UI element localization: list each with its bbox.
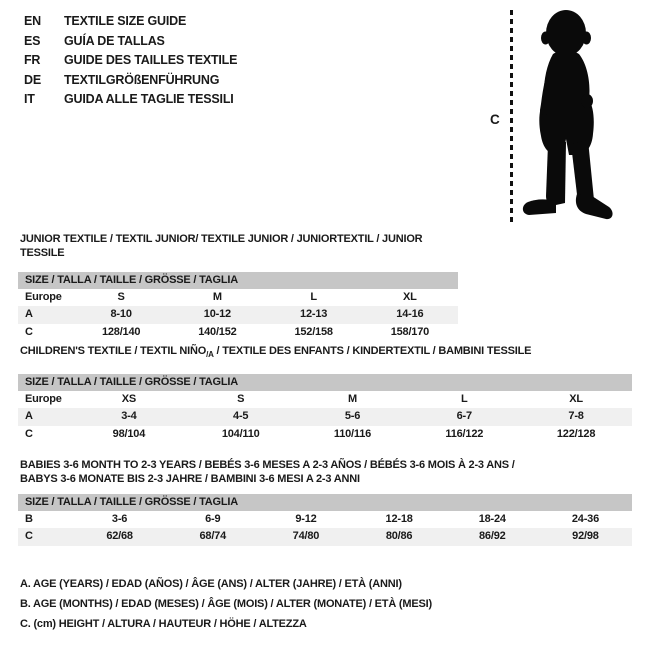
table-cell: 158/170 <box>390 325 430 338</box>
table-cell: L <box>310 291 317 303</box>
table-cell: S <box>237 393 245 406</box>
table-cell: 24-36 <box>571 513 600 525</box>
table-header-bar: SIZE / TALLA / TAILLE / GRÖSSE / TAGLIA <box>18 374 632 391</box>
table-cell: 62/68 <box>106 530 133 543</box>
height-measure-label: C <box>490 112 500 127</box>
guide-title: GUÍA DE TALLAS <box>64 33 165 48</box>
table-cell: 140/152 <box>198 325 237 338</box>
table-grid <box>18 494 632 546</box>
table-cell: 4-5 <box>233 410 249 423</box>
row-label: A <box>25 410 33 423</box>
table-rows <box>18 511 632 546</box>
table-header-bar: SIZE / TALLA / TAILLE / GRÖSSE / TAGLIA <box>18 494 632 511</box>
table-title-line2: BABYS 3-6 MONATE BIS 2-3 JAHRE / BAMBINI 3-6 MESI A 2-3 ANNI <box>20 473 360 485</box>
legend-line-a: A. AGE (YEARS) / EDAD (AÑOS) / ÂGE (ANS) / ALTER (JAHRE) / ETÀ (ANNI) <box>20 578 402 590</box>
table-cell: 116/122 <box>445 427 484 440</box>
table-cell: 7-8 <box>568 410 584 423</box>
table-title-text: CHILDREN'S TEXTILE / TEXTIL NIÑO <box>20 345 207 357</box>
table-cell: 6-7 <box>456 410 472 423</box>
table-title-subscript: /A <box>206 350 214 360</box>
table-cell: 104/110 <box>221 427 260 440</box>
babies-textile-table <box>18 458 632 546</box>
table-cell: M <box>348 393 357 406</box>
table-cell: M <box>212 291 222 303</box>
table-cell: 9-12 <box>295 513 317 525</box>
row-label: C <box>25 530 33 543</box>
table-title <box>20 458 632 486</box>
table-cell: L <box>461 393 468 406</box>
language-code: IT <box>24 92 35 106</box>
legend-line-c: C. (cm) HEIGHT / ALTURA / HAUTEUR / HÖHE / ALTEZZA <box>20 618 307 630</box>
children-textile-table <box>18 344 632 443</box>
table-row <box>18 408 632 425</box>
legend-block <box>20 574 432 634</box>
table-cell: 92/98 <box>572 530 599 543</box>
row-label: C <box>25 325 33 338</box>
row-label: B <box>25 513 33 525</box>
table-cell: XL <box>569 393 583 406</box>
guide-title: GUIDE DES TAILLES TEXTILE <box>64 53 238 67</box>
language-row <box>24 71 237 91</box>
table-cell: 68/74 <box>199 530 227 543</box>
table-cell: 98/104 <box>112 427 146 440</box>
table-title-line1: BABIES 3-6 MONTH TO 2-3 YEARS / BEBÉS 3-6 MESES A 2-3 AÑOS / BÉBÉS 3-6 MOIS À 2-3 ANS / <box>20 459 515 471</box>
table-cell: 74/80 <box>292 530 320 543</box>
baby-silhouette-icon <box>520 6 618 222</box>
row-label: A <box>25 308 33 321</box>
table-row <box>18 511 632 528</box>
junior-textile-table <box>18 232 458 341</box>
language-row <box>24 12 237 32</box>
table-rows <box>18 391 632 443</box>
table-cell: 80/86 <box>385 530 413 543</box>
table-title <box>20 344 632 362</box>
table-cell: S <box>117 291 125 303</box>
table-cell: 10-12 <box>203 308 231 321</box>
table-cell: 14-16 <box>396 308 424 321</box>
table-row <box>18 426 632 443</box>
language-code: DE <box>24 72 41 87</box>
table-rows <box>18 289 458 341</box>
guide-title: TEXTILE SIZE GUIDE <box>64 14 187 28</box>
language-code: ES <box>24 33 41 48</box>
language-code: EN <box>24 14 41 28</box>
table-cell: 3-6 <box>111 513 128 525</box>
table-cell: XS <box>121 393 137 406</box>
table-row <box>18 289 458 306</box>
row-label: Europe <box>25 393 62 406</box>
table-grid <box>18 374 632 443</box>
table-row <box>18 324 458 341</box>
legend-line-b: B. AGE (MONTHS) / EDAD (MESES) / ÂGE (MOIS) / ALTER (MONATE) / ETÀ (MESI) <box>20 598 432 610</box>
table-cell: 18-24 <box>478 513 506 525</box>
table-cell: 152/158 <box>294 325 333 338</box>
table-cell: 86/92 <box>479 530 506 543</box>
guide-title: GUIDA ALLE TAGLIE TESSILI <box>64 92 234 106</box>
table-cell: 128/140 <box>101 325 141 338</box>
language-row <box>24 90 237 110</box>
row-label: C <box>25 427 33 440</box>
language-code: FR <box>24 53 41 67</box>
table-cell: 110/116 <box>333 427 372 440</box>
table-cell: XL <box>403 291 417 303</box>
table-header-bar: SIZE / TALLA / TAILLE / GRÖSSE / TAGLIA <box>18 272 458 289</box>
height-measure-dashed-line <box>510 10 513 223</box>
language-row <box>24 51 237 71</box>
table-title: JUNIOR TEXTILE / TEXTIL JUNIOR/ TEXTILE JUNIOR / JUNIORTEXTIL / JUNIOR TESSILE <box>20 233 423 259</box>
row-label: Europe <box>25 291 62 303</box>
table-cell: 122/128 <box>556 427 596 440</box>
table-grid <box>18 272 458 341</box>
guide-title: TEXTILGRÖßENFÜHRUNG <box>64 72 220 87</box>
table-cell: 12-13 <box>300 308 328 321</box>
table-cell: 12-18 <box>385 513 413 525</box>
table-cell: 6-9 <box>205 513 221 525</box>
language-row <box>24 32 237 52</box>
table-title-text: / TEXTILE DES ENFANTS / KINDERTEXTIL / BAMBINI TESSILE <box>213 345 532 357</box>
table-row <box>18 528 632 545</box>
table-cell: 8-10 <box>110 308 132 321</box>
language-title-block <box>24 12 237 110</box>
table-row <box>18 306 458 323</box>
table-cell: 3-4 <box>121 410 137 423</box>
table-row <box>18 391 632 408</box>
table-cell: 5-6 <box>344 410 361 423</box>
